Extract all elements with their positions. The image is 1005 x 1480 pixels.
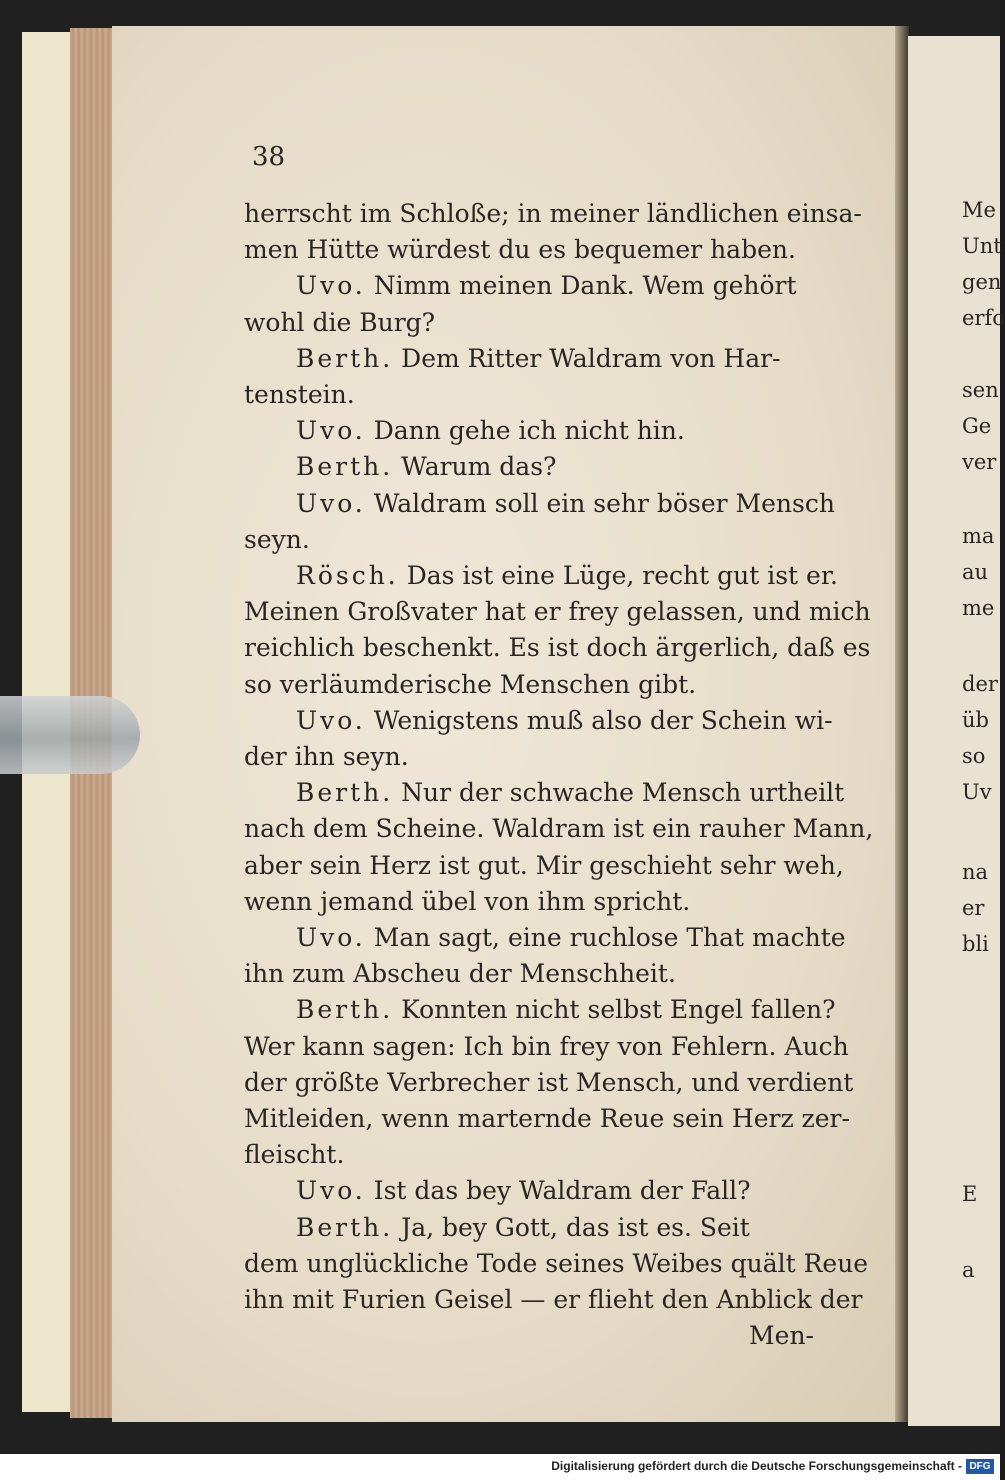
text-line: herrscht im Schloße; in meiner ländlichen einsa-	[244, 199, 862, 228]
text-line: Berth. Warum das?	[296, 452, 557, 482]
text-line: ihn zum Abscheu der Menschheit.	[244, 959, 676, 989]
next-page-fragment: Unt	[962, 234, 1002, 258]
page-text	[244, 196, 874, 1355]
text-line: wohl die Burg?	[244, 307, 436, 337]
page-number: 38	[252, 142, 286, 172]
speaker-label: Berth.	[296, 1212, 394, 1242]
speaker-label: Berth.	[296, 995, 394, 1025]
next-page-fragment: Me	[962, 198, 996, 222]
next-page-fragment: sen	[962, 378, 999, 402]
text-line: reichlich beschenkt. Es ist doch ärgerlich, daß es	[244, 633, 871, 663]
book-gutter	[895, 26, 909, 1422]
speaker-label: Rösch.	[296, 561, 399, 591]
text-line: Berth. Konnten nicht selbst Engel fallen?	[296, 995, 836, 1025]
next-page-fragment: so	[962, 744, 986, 768]
text-line: Rösch. Das ist eine Lüge, recht gut ist er.	[296, 561, 838, 591]
footer-bar	[0, 1454, 1000, 1480]
speaker-label: Uvo.	[296, 1176, 366, 1206]
next-page-fragment: erfo	[962, 306, 1005, 330]
next-page-fragment: er	[962, 896, 985, 920]
next-page-fragment: E	[962, 1182, 978, 1206]
text-line: Mitleiden, wenn marternde Reue sein Herz zer-	[244, 1104, 850, 1134]
text-line: Meinen Großvater hat er frey gelassen, und mich	[244, 597, 871, 627]
text-line: ihn mit Furien Geisel — er flieht den Anblick der	[244, 1285, 863, 1315]
next-page-fragment: der	[962, 672, 998, 696]
speaker-label: Uvo.	[296, 705, 366, 735]
text-line: Uvo. Man sagt, eine ruchlose That machte	[296, 923, 846, 953]
text-line: Wer kann sagen: Ich bin frey von Fehlern. Auch	[244, 1031, 849, 1061]
dfg-logo-icon: DFG	[966, 1459, 994, 1474]
speaker-label: Uvo.	[296, 271, 366, 301]
text-line: seyn.	[244, 524, 310, 554]
speaker-label: Uvo.	[296, 923, 366, 953]
speaker-label: Berth.	[296, 778, 394, 808]
speaker-label: Uvo.	[296, 488, 366, 518]
next-page-fragment: Ge	[962, 414, 992, 438]
page-holder-clip	[0, 696, 140, 774]
text-line: wenn jemand übel von ihm spricht.	[244, 886, 691, 916]
text-line: Berth. Ja, bey Gott, das ist es. Seit	[296, 1212, 750, 1242]
text-line: Berth. Nur der schwache Mensch urtheilt	[296, 778, 845, 808]
text-line: der größte Verbrecher ist Mensch, und verdient	[244, 1067, 854, 1097]
text-line: nach dem Scheine. Waldram ist ein rauher Mann,	[244, 814, 874, 844]
next-page-fragment: gen	[962, 270, 1002, 294]
text-line: Uvo. Wenigstens muß also der Schein wi-	[296, 705, 833, 735]
speaker-label: Berth.	[296, 343, 394, 373]
next-page-fragment: Uv	[962, 780, 992, 804]
text-line: Uvo. Ist das bey Waldram der Fall?	[296, 1176, 751, 1206]
next-page-fragment: ma	[962, 524, 995, 548]
next-page-fragment: ver	[962, 450, 997, 474]
text-line: so verläumderische Menschen gibt.	[244, 669, 697, 699]
text-line: Berth. Dem Ritter Waldram von Har-	[296, 343, 781, 373]
next-page-fragment: a	[962, 1258, 975, 1282]
next-page-fragment: na	[962, 860, 989, 884]
next-page-fragment: me	[962, 596, 995, 620]
text-line: dem unglückliche Tode seines Weibes quält Reue	[244, 1248, 869, 1278]
catchword: Men-	[749, 1321, 814, 1351]
text-line: men Hütte würdest du es bequemer haben.	[244, 235, 796, 265]
text-line: fleischt.	[244, 1140, 345, 1170]
text-line: Uvo. Nimm meinen Dank. Wem gehört	[296, 271, 797, 301]
next-page-fragment: bli	[962, 932, 989, 956]
text-line: Uvo. Waldram soll ein sehr böser Mensch	[296, 488, 835, 518]
speaker-label: Uvo.	[296, 416, 366, 446]
text-line: der ihn seyn.	[244, 742, 409, 772]
next-page-fragment: üb	[962, 708, 989, 732]
text-line: aber sein Herz ist gut. Mir geschieht sehr weh,	[244, 850, 844, 880]
next-page-fragment: au	[962, 560, 989, 584]
speaker-label: Berth.	[296, 452, 394, 482]
dfg-credit: Digitalisierung gefördert durch die Deutsche Forschungsgemeinschaft -	[551, 1459, 962, 1473]
text-line: tenstein.	[244, 380, 355, 410]
text-line: Uvo. Dann gehe ich nicht hin.	[296, 416, 685, 446]
